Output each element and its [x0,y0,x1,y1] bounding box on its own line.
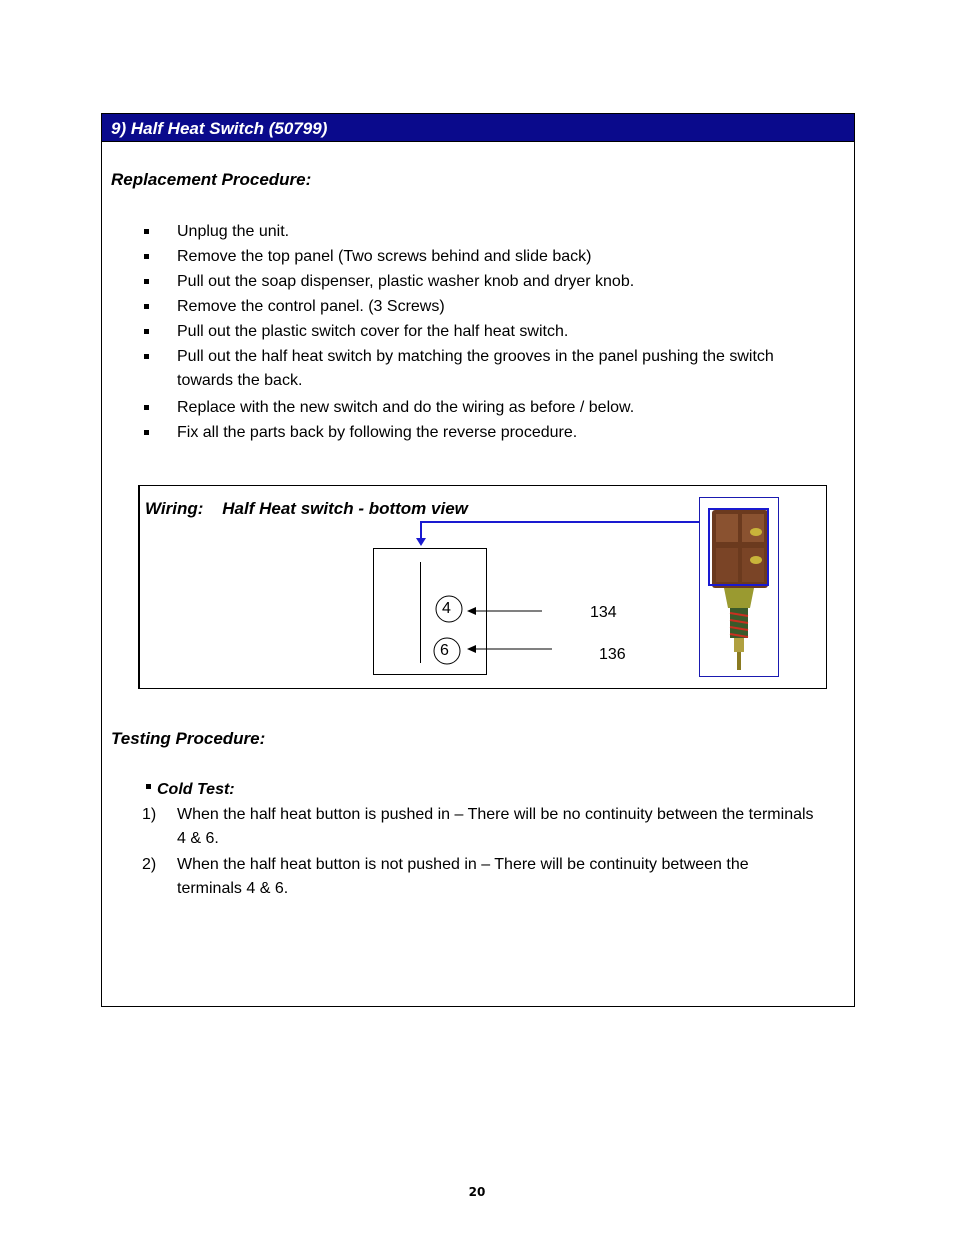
replacement-steps-list [142,220,817,446]
replacement-heading: Replacement Procedure: [111,170,312,189]
wire-136-label: 136 [599,646,626,663]
bullet-icon [144,354,149,359]
terminal-6-label: 6 [440,642,449,659]
bullet-icon [144,229,149,234]
bullet-icon [144,254,149,259]
bullet-icon [144,304,149,309]
bullet-icon [146,784,151,789]
section-title: 9) Half Heat Switch (50799) [111,119,328,138]
bullet-icon [144,329,149,334]
testing-heading: Testing Procedure: [111,729,266,748]
bullet-icon [144,279,149,284]
list-item: Fix all the parts back by following the reverse procedure. [142,421,817,445]
list-item: Pull out the soap dispenser, plastic washer knob and dryer knob. [142,270,817,294]
list-item: 2) When the half heat button is not pushed in – There will be continuity between the terminals 4 & 6. [142,856,749,897]
half-heat-switch-photo-icon [700,498,778,676]
testing-steps-list [142,803,817,903]
cold-test-label: Cold Test: [146,781,235,799]
list-item: Remove the top panel (Two screws behind and slide back) [142,245,817,269]
page-number: 20 [468,1185,486,1199]
bullet-icon [144,405,149,410]
section-title-bar [102,114,854,142]
terminal-4-label: 4 [442,600,451,617]
section-frame [101,113,855,1007]
list-item: Pull out the half heat switch by matching the grooves in the panel pushing the switch towards the back. [142,345,817,393]
wiring-diagram [138,485,827,689]
bullet-icon [144,430,149,435]
list-item: Pull out the plastic switch cover for the half heat switch. [142,320,817,344]
list-item: 1) When the half heat button is pushed in – There will be no continuity between the terminals 4 & 6. [142,806,814,847]
list-item: Unplug the unit. [142,220,817,244]
list-item: Replace with the new switch and do the wiring as before / below. [142,396,817,420]
switch-photo [699,497,779,677]
wire-134-label: 134 [590,604,617,621]
wiring-label: Wiring: Half Heat switch - bottom view [145,499,468,518]
photo-connector-line [421,522,710,542]
list-item: Remove the control panel. (3 Screws) [142,295,817,319]
